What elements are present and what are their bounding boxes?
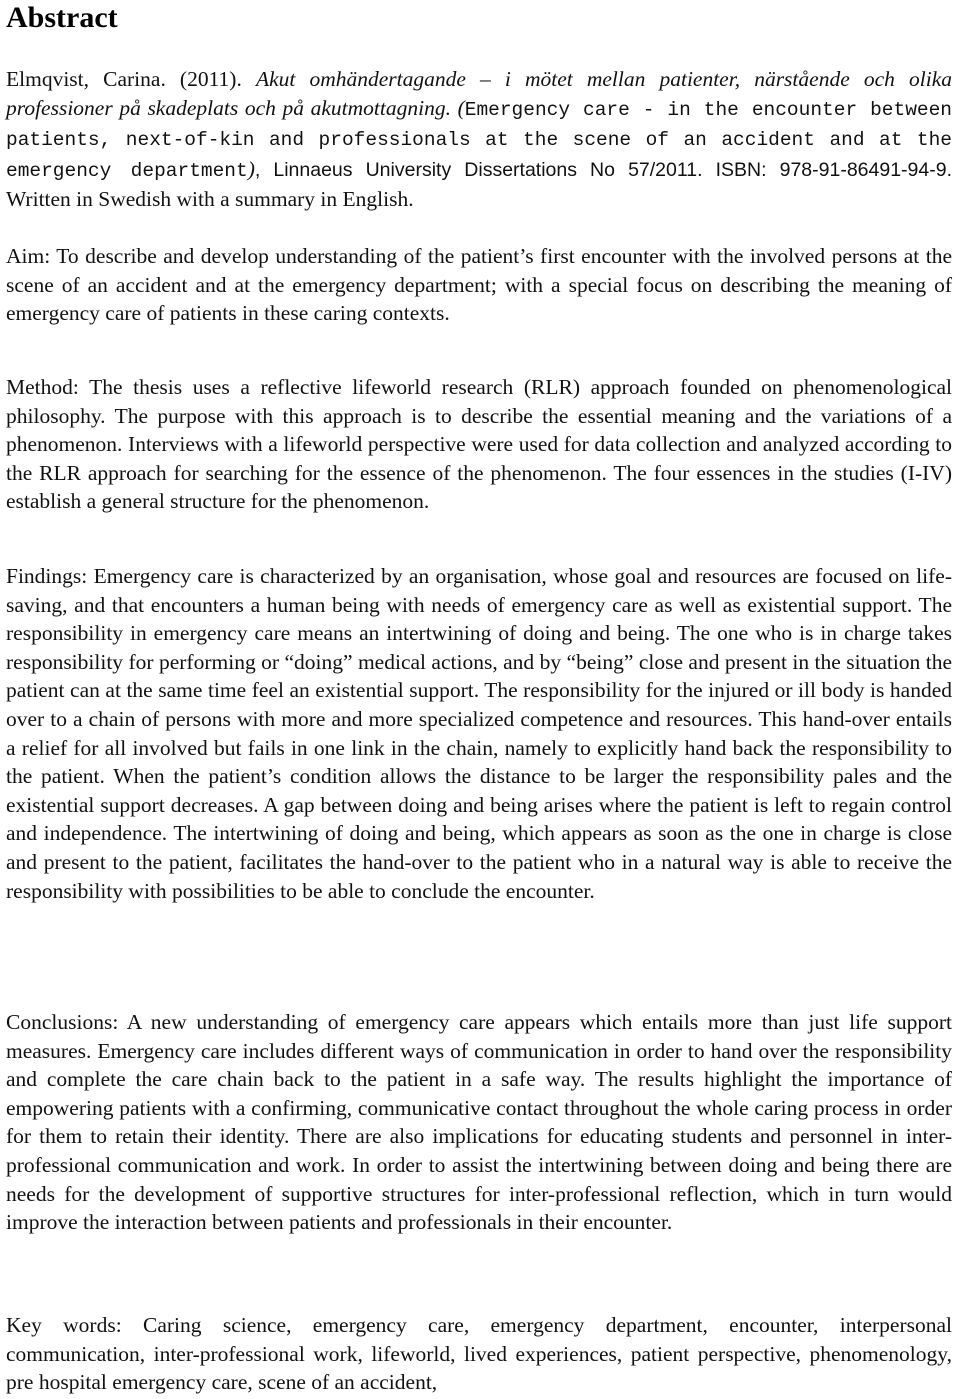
citation-authors-year: Elmqvist, Carina. (2011). [6, 67, 256, 91]
findings-paragraph: Findings: Emergency care is characterized by an organisation, whose goal and resources are focused on life-saving, and that encounters a human being with needs of emergency care as well as existential support. The responsibility in emergency care means an intertwining of doing and being. The one who is in charge takes responsibility for performing or “doing” medical actions, and by “being” close and present in the situation the patient can at the same time feel an existential support. The responsibility for the injured or ill body is handed over to a chain of persons with more and more specialized competence and resources. This hand-over entails a relief for all involved but fails in one link in the chain, namely to explicitly hand back the responsibility to the patient. When the patient’s condition allows the distance to be larger the responsibility pales and the existential support decreases. A gap between doing and being arises where the patient is left to regain control and independence. The intertwining of doing and being, which appears as soon as the one in charge is close and present to the patient, facilitates the hand-over to the patient who in a natural way is able to receive the responsibility with possibilities to be able to conclude the encounter. [6, 564, 952, 903]
keywords-paragraph: Key words: Caring science, emergency care, emergency department, encounter, interpersonal communication, inter-professional work, lifeworld, lived experiences, patient perspective, phenomenology, pre hospital emergency care, scene of an accident, [6, 1313, 952, 1395]
method-paragraph: Method: The thesis uses a reflective lifeworld research (RLR) approach founded on phenomenological philosophy. The purpose with this approach is to describe the essential meaning and the variations of a phenomenon. Interviews with a lifeworld perspective were used for data collection and analyzed according to the RLR approach for searching for the essence of the phenomenon. The four essences in the studies (I-IV) establish a general structure for the phenomenon. [6, 375, 952, 514]
citation-english-title: Emergency care - in the encounter between patients, next-of-kin and professionals at the scene of an accident and at the emergency department [6, 98, 953, 182]
citation-bracket-close: ) [247, 156, 255, 181]
conclusions-paragraph: Conclusions: A new understanding of emergency care appears which entails more than just life support measures. Emergency care includes different ways of communication in order to hand over the responsibility and complete the care chain back to the patient in a safe way. The results highlight the importance of empowering patients with a confirming, communicative contact throughout the whole caring process in order for them to retain their identity. There are also implications for educating students and personnel in inter-professional communication and work. In order to assist the intertwining between doing and being there are needs for the development of supportive structures for inter-professional reflection, which in turn would improve the interaction between patients and professionals in their encounter. [6, 1010, 952, 1235]
citation-language-note: Written in Swedish with a summary in English. [6, 187, 414, 212]
aim-paragraph: Aim: To describe and develop understanding of the patient’s first encounter with the involved persons at the scene of an accident and at the emergency department; with a special focus on describing the meaning of emergency care of patients in these caring contexts. [6, 244, 952, 326]
citation-swedish-title: Akut omhändertagande – i mötet mellan patienter, närstående och olika professioner på skadeplats och på akutmottagning. ( [6, 67, 952, 120]
citation-paragraph [6, 65, 952, 214]
citation-series: , Linnaeus University Dissertations No 57/2011. ISBN: 978-91-86491-94-9. [254, 158, 952, 181]
page-title: Abstract [6, 1, 118, 34]
